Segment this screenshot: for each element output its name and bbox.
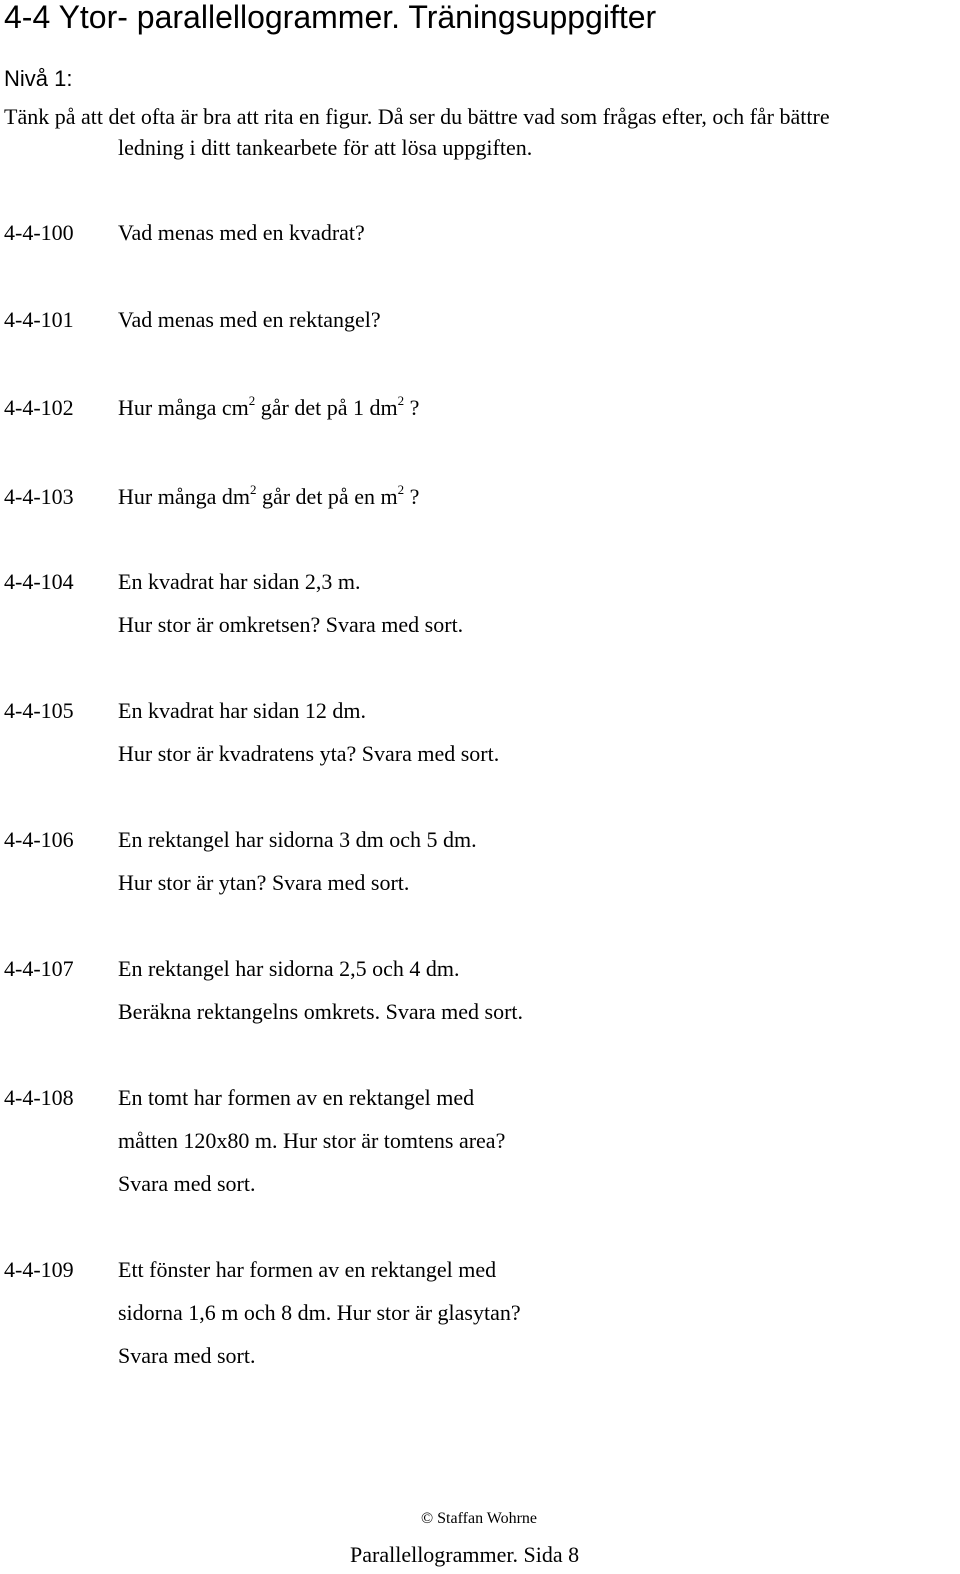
exercise-text: Vad menas med en kvadrat? [118,220,365,245]
intro-line-2: ledning i ditt tankearbete för att lösa uppgiften. [118,135,533,160]
exercise-text: måtten 120x80 m. Hur stor är tomtens area? [118,1128,506,1153]
exercise-text: En rektangel har sidorna 2,5 och 4 dm. [118,956,460,981]
exercise-number: 4-4-106 [4,827,74,852]
exercise-text: Hur stor är omkretsen? Svara med sort. [118,612,464,637]
exercise-number: 4-4-103 [4,484,74,509]
intro-line-1: Tänk på att det ofta är bra att rita en figur. Då ser du bättre vad som frågas efter, och får bättre [4,104,830,129]
exercise-text: Ett fönster har formen av en rektangel med [118,1257,497,1282]
exercise-number: 4-4-105 [4,698,74,723]
exercise-text: Hur stor är ytan? Svara med sort. [118,870,410,895]
exercise-text [118,484,419,510]
exercise-number: 4-4-109 [4,1257,74,1282]
exercise-text-part: går det på en m [261,484,398,509]
exercise-text-part: Hur många cm [118,395,249,420]
page-footer: Parallellogrammer. Sida 8 [350,1542,580,1567]
exercise-text-part: går det på 1 dm [260,395,398,420]
exercise-text: En rektangel har sidorna 3 dm och 5 dm. [118,827,477,852]
exercise-number: 4-4-107 [4,956,74,981]
exponent: 2 [397,393,405,408]
exercise-number: 4-4-102 [4,395,74,420]
exercise-text-part: Hur många dm [118,484,250,509]
exercise-text: sidorna 1,6 m och 8 dm. Hur stor är glasytan? [118,1300,521,1325]
exercise-text: Beräkna rektangelns omkrets. Svara med sort. [118,999,524,1024]
copyright-notice: © Staffan Wohrne [421,1510,538,1527]
exercise-text: Svara med sort. [118,1343,256,1368]
exercise-text: En tomt har formen av en rektangel med [118,1085,475,1110]
exercise-text: En kvadrat har sidan 2,3 m. [118,569,361,594]
exercise-text-part: ? [409,484,420,509]
exercise-text: Hur stor är kvadratens yta? Svara med sort. [118,741,500,766]
exercise-number: 4-4-101 [4,307,74,332]
page-title: 4-4 Ytor- parallellogrammer. Träningsuppgifter [4,0,657,35]
exercise-text-part: ? [409,395,420,420]
exponent: 2 [249,482,257,497]
exercise-number: 4-4-108 [4,1085,74,1110]
exercise-text: Svara med sort. [118,1171,256,1196]
exponent: 2 [248,393,256,408]
exercise-text [118,395,419,421]
exercise-text: Vad menas med en rektangel? [118,307,381,332]
exercise-text: En kvadrat har sidan 12 dm. [118,698,367,723]
exercise-number: 4-4-104 [4,569,74,594]
exercise-number: 4-4-100 [4,220,74,245]
level-heading: Nivå 1: [4,66,73,91]
exponent: 2 [397,482,405,497]
